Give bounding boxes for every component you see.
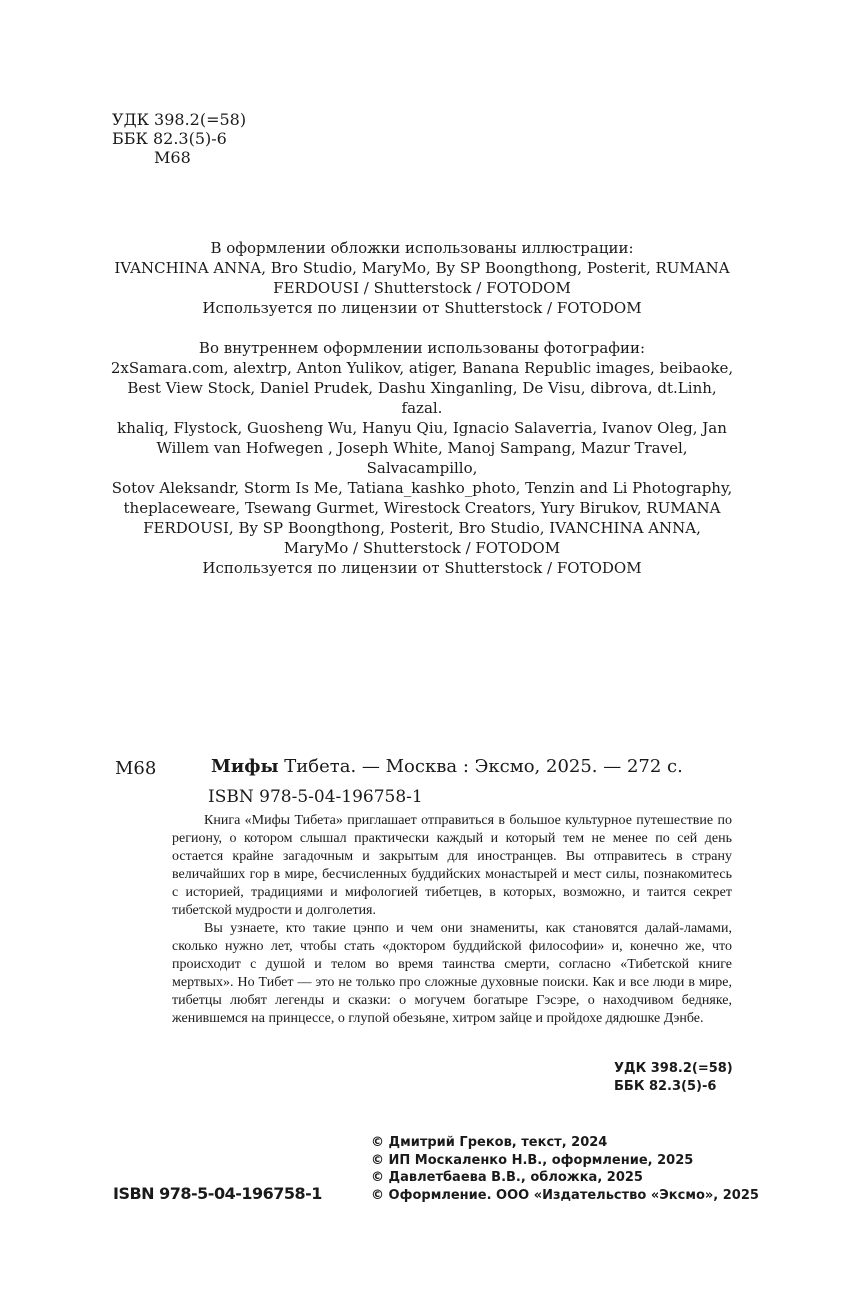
- catalog-udk: УДК 398.2(=58): [614, 1061, 733, 1076]
- credit-line: theplaceweare, Tsewang Gurmet, Wirestock Creators, Yury Birukov, RUMANA: [123, 499, 721, 517]
- credit-line: FERDOUSI, By SP Boongthong, Posterit, Bro Studio, IVANCHINA ANNA,: [143, 519, 701, 537]
- copyright-block: [371, 1134, 759, 1204]
- annotation-paragraph: Вы узнаете, кто такие цэнпо и чем они знамениты, как становятся далай-ламами, сколько нужно лет, чтобы стать «доктором буддийской философии» и, конечно же, что происходит с душой и телом во время таинства смерти, согласно «Тибетской книге мертвых». Но Тибет — это не только про сложные духовные поиски. Как и все люди в мире, тибетцы любят легенды и сказки: о могучем богатыре Гэсэре, о находчивом бедняке, женившемся на принцессе, о глупой обезьяне, хитром зайце и пройдохе дядюшке Дэнбе.: [172, 921, 732, 1026]
- credit-line: Во внутреннем оформлении использованы фотографии:: [198, 339, 646, 357]
- udk-code: УДК 398.2(=58): [112, 110, 247, 129]
- credit-line: Sotov Aleksandr, Storm Is Me, Tatiana_kashko_photo, Tenzin and Li Photography,: [111, 479, 733, 497]
- credit-line: Willem van Hofwegen , Joseph White, Manoj Sampang, Mazur Travel, Salvacampillo,: [156, 439, 688, 477]
- copyright-line: © Дмитрий Греков, текст, 2024: [371, 1135, 608, 1150]
- annotation-paragraph: Книга «Мифы Тибета» приглашает отправиться в большое культурное путешествие по региону, о котором слышал практически каждый и который тем не менее по сей день остается крайне загадочным и закрытым для иностранцев. Вы отправитесь в страну величайших гор в мире, бесчисленных буддийских монастырей и мест силы, познакомитесь с историей, традициями и мифологией тибетцев, в которых, возможно, и таится секрет тибетской мудрости и долголетия.: [172, 813, 732, 918]
- credit-line: Используется по лицензии от Shutterstock / FOTODOM: [202, 559, 642, 577]
- book-title: Мифы: [211, 756, 279, 777]
- catalog-title-line: [211, 756, 683, 777]
- copyright-line: © ИП Москаленко Н.В., оформление, 2025: [371, 1152, 694, 1168]
- imprint: Тибета. — Москва : Эксмо, 2025. — 272 с.: [278, 756, 683, 777]
- credit-line: khaliq, Flystock, Guosheng Wu, Hanyu Qiu, Ignacio Salaverria, Ivanov Oleg, Jan: [117, 419, 727, 437]
- catalog-bbk: ББК 82.3(5)-6: [614, 1079, 717, 1094]
- footer-isbn: ISBN 978-5-04-196758-1: [113, 1184, 322, 1203]
- annotation: [172, 812, 732, 1028]
- author-sign: М68: [154, 148, 191, 167]
- copyright-line: © Давлетбаева В.В., обложка, 2025: [371, 1170, 643, 1185]
- catalog-classification: [614, 1060, 733, 1096]
- credit-line: Используется по лицензии от Shutterstock / FOTODOM: [202, 299, 642, 317]
- credit-line: Best View Stock, Daniel Prudek, Dashu Xinganling, De Visu, dibrova, dt.Linh, fazal.: [127, 379, 717, 417]
- catalog-isbn: ISBN 978-5-04-196758-1: [208, 787, 423, 807]
- credit-line: IVANCHINA ANNA, Bro Studio, MaryMo, By SP Boongthong, Posterit, RUMANA: [114, 259, 730, 277]
- bbk-code: ББК 82.3(5)-6: [112, 129, 227, 148]
- credit-line: В оформлении обложки использованы иллюстрации:: [210, 239, 634, 257]
- classification-block: [112, 110, 246, 167]
- credit-line: FERDOUSI / Shutterstock / FOTODOM: [273, 279, 571, 297]
- cover-credits: [108, 238, 736, 318]
- credit-line: MaryMo / Shutterstock / FOTODOM: [283, 539, 561, 557]
- copyright-line: © Оформление. ООО «Издательство «Эксмо», 2025: [371, 1187, 759, 1203]
- credit-line: 2xSamara.com, alextrp, Anton Yulikov, atiger, Banana Republic images, beibaoke,: [110, 359, 734, 377]
- catalog-author-sign: М68: [115, 758, 157, 779]
- inner-credits: [108, 338, 736, 578]
